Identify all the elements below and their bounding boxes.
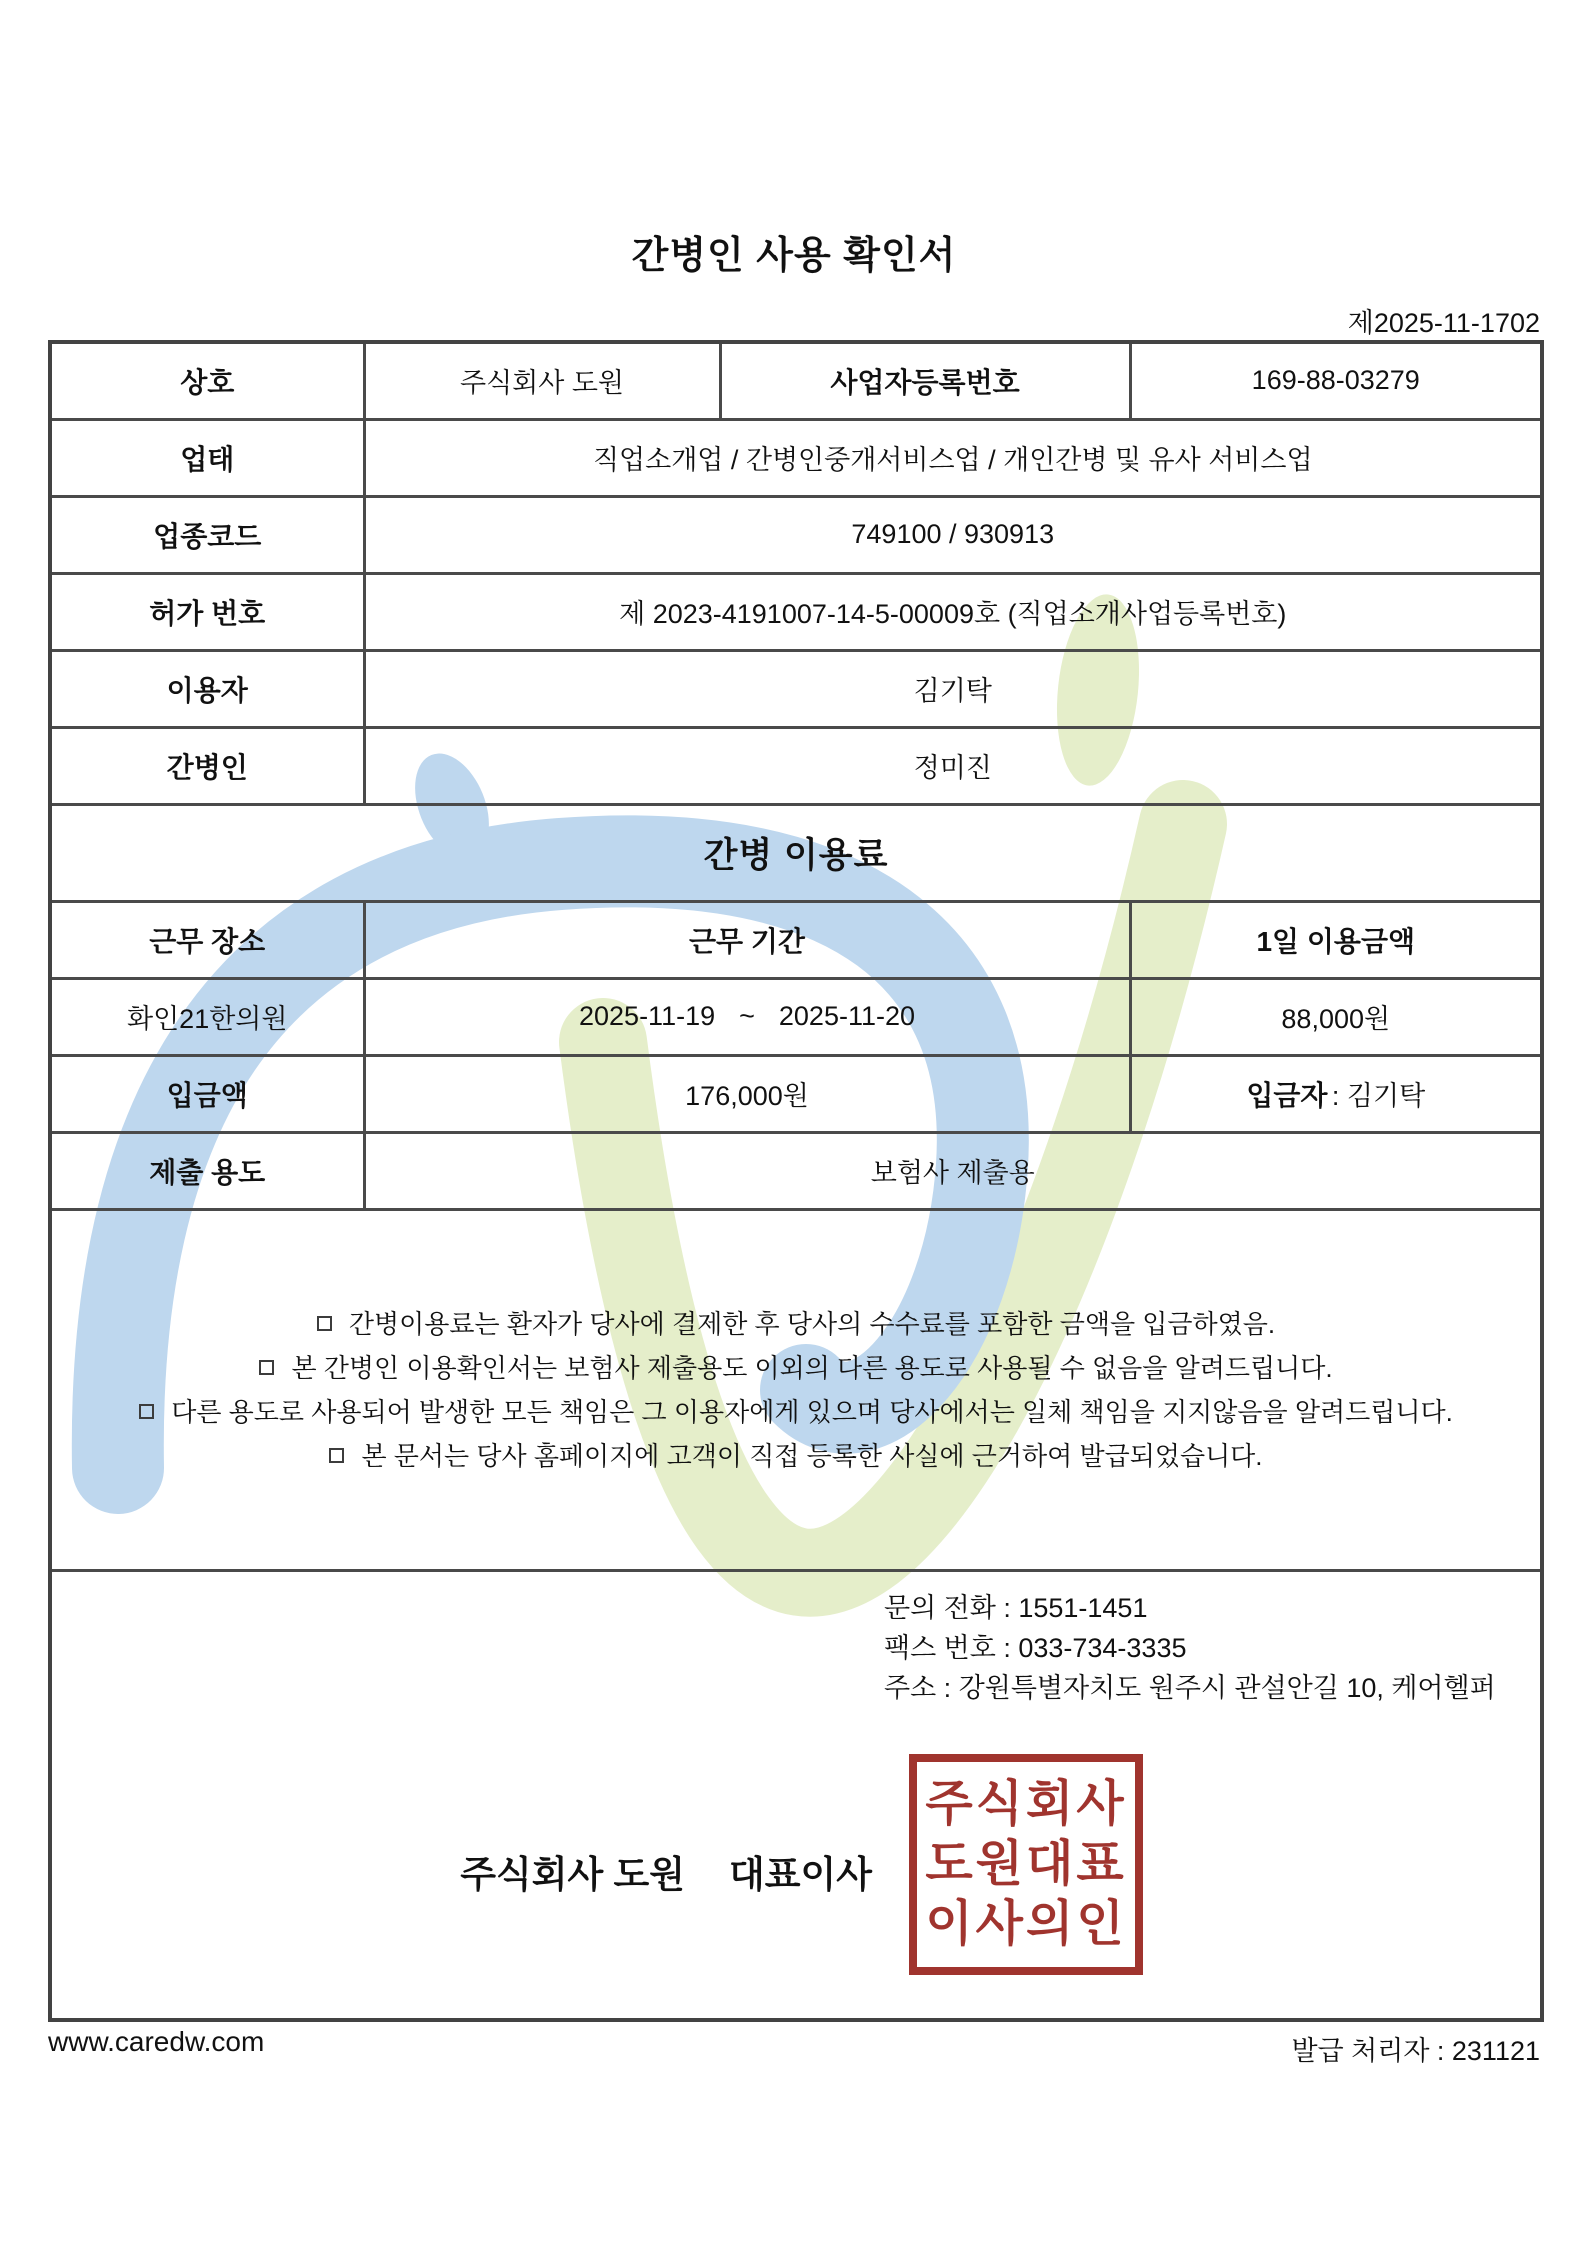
square-bullet-icon <box>329 1448 344 1463</box>
table-row-deposit <box>50 1055 1542 1132</box>
table-row-fee-values <box>50 978 1542 1055</box>
note-item <box>52 1390 1540 1434</box>
period-tilde: ~ <box>739 1001 755 1031</box>
document-number: 제2025-11-1702 <box>1347 308 1540 338</box>
table-row-industry-code <box>50 496 1542 573</box>
deposit-amount: 176,000원 <box>364 1055 1130 1132</box>
note-item <box>52 1302 1540 1346</box>
deposit-label: 입금액 <box>50 1055 364 1132</box>
daily-fee-value: 88,000원 <box>1130 978 1542 1055</box>
note-text: 본 간병인 이용확인서는 보험사 제출용도 이외의 다른 용도로 사용될 수 없음을 알려드립니다. <box>291 1352 1333 1383</box>
table-row-notes <box>50 1209 1542 1570</box>
note-text: 다른 용도로 사용되어 발생한 모든 책임은 그 이용자에게 있으며 당사에서는 일체 책임을 지지않음을 알려드립니다. <box>171 1396 1453 1427</box>
table-row-user <box>50 650 1542 727</box>
note-item <box>52 1434 1540 1478</box>
company-value: 주식회사 도원 <box>364 342 720 419</box>
page-title: 간병인 사용 확인서 <box>631 235 957 277</box>
contact-block <box>884 1588 1496 1708</box>
bizno-label: 사업자등록번호 <box>720 342 1130 419</box>
notes-section <box>50 1209 1542 1570</box>
seal-text-line: 도원대표 <box>925 1837 1127 1891</box>
user-value: 김기탁 <box>364 650 1542 727</box>
square-bullet-icon <box>139 1404 154 1419</box>
signature-line <box>52 1844 872 1898</box>
caregiver-value: 정미진 <box>364 727 1542 804</box>
note-item <box>52 1346 1540 1390</box>
work-period-header: 근무 기간 <box>364 901 1130 978</box>
fee-section-title: 간병 이용료 <box>50 804 1542 901</box>
table-row-purpose <box>50 1132 1542 1209</box>
permit-number-label: 허가 번호 <box>50 573 364 650</box>
seal-text-line: 이사의인 <box>925 1897 1127 1951</box>
daily-fee-header: 1일 이용금액 <box>1130 901 1542 978</box>
table-row-permit-number <box>50 573 1542 650</box>
signature-company: 주식회사 도원 <box>460 1853 686 1895</box>
contact-address: 주소 : 강원특별자치도 원주시 관설안길 10, 케어헬퍼 <box>884 1672 1496 1703</box>
note-text: 간병이용료는 환자가 당사에 결제한 후 당사의 수수료를 포함한 금액을 입금하였음. <box>348 1308 1276 1339</box>
caregiver-label: 간병인 <box>50 727 364 804</box>
contact-phone: 문의 전화 : 1551-1451 <box>884 1592 1148 1623</box>
signature-role: 대표이사 <box>729 1853 872 1895</box>
table-row-caregiver <box>50 727 1542 804</box>
square-bullet-icon <box>259 1360 274 1375</box>
table-row-fee-headers <box>50 901 1542 978</box>
period-start: 2025-11-19 <box>579 1001 716 1031</box>
corporate-seal <box>909 1754 1143 1975</box>
user-label: 이용자 <box>50 650 364 727</box>
table-row-business-type <box>50 419 1542 496</box>
industry-code-label: 업종코드 <box>50 496 364 573</box>
square-bullet-icon <box>317 1316 332 1331</box>
business-type-value: 직업소개업 / 간병인중개서비스업 / 개인간병 및 유사 서비스업 <box>364 419 1542 496</box>
table-row-company <box>50 342 1542 419</box>
company-label: 상호 <box>50 342 364 419</box>
contact-fax: 팩스 번호 : 033-734-3335 <box>884 1632 1187 1663</box>
period-end: 2025-11-20 <box>778 1001 915 1031</box>
note-text: 본 문서는 당사 홈페이지에 고객이 직접 등록한 사실에 근거하여 발급되었습니다. <box>361 1440 1263 1471</box>
confirmation-table <box>48 340 1544 2022</box>
work-place-header: 근무 장소 <box>50 901 364 978</box>
depositor-label: 입금자 <box>1246 1079 1328 1111</box>
table-row-fee-title <box>50 804 1542 901</box>
purpose-value: 보험사 제출용 <box>364 1132 1542 1209</box>
depositor-value: : 김기탁 <box>1331 1080 1426 1111</box>
permit-number-value: 제 2023-4191007-14-5-00009호 (직업소개사업등록번호) <box>364 573 1542 650</box>
depositor-cell <box>1130 1055 1542 1132</box>
table-row-signature <box>50 1570 1542 2020</box>
seal-text-line: 주식회사 <box>925 1777 1127 1831</box>
footer-issuer: 발급 처리자 : 231121 <box>1291 2036 1540 2066</box>
work-period-value <box>364 978 1130 1055</box>
work-place-value: 화인21한의원 <box>50 978 364 1055</box>
footer-website: www.caredw.com <box>48 2026 265 2057</box>
purpose-label: 제출 용도 <box>50 1132 364 1209</box>
industry-code-value: 749100 / 930913 <box>364 496 1542 573</box>
bizno-value: 169-88-03279 <box>1130 342 1542 419</box>
signature-section <box>50 1570 1542 2020</box>
business-type-label: 업태 <box>50 419 364 496</box>
